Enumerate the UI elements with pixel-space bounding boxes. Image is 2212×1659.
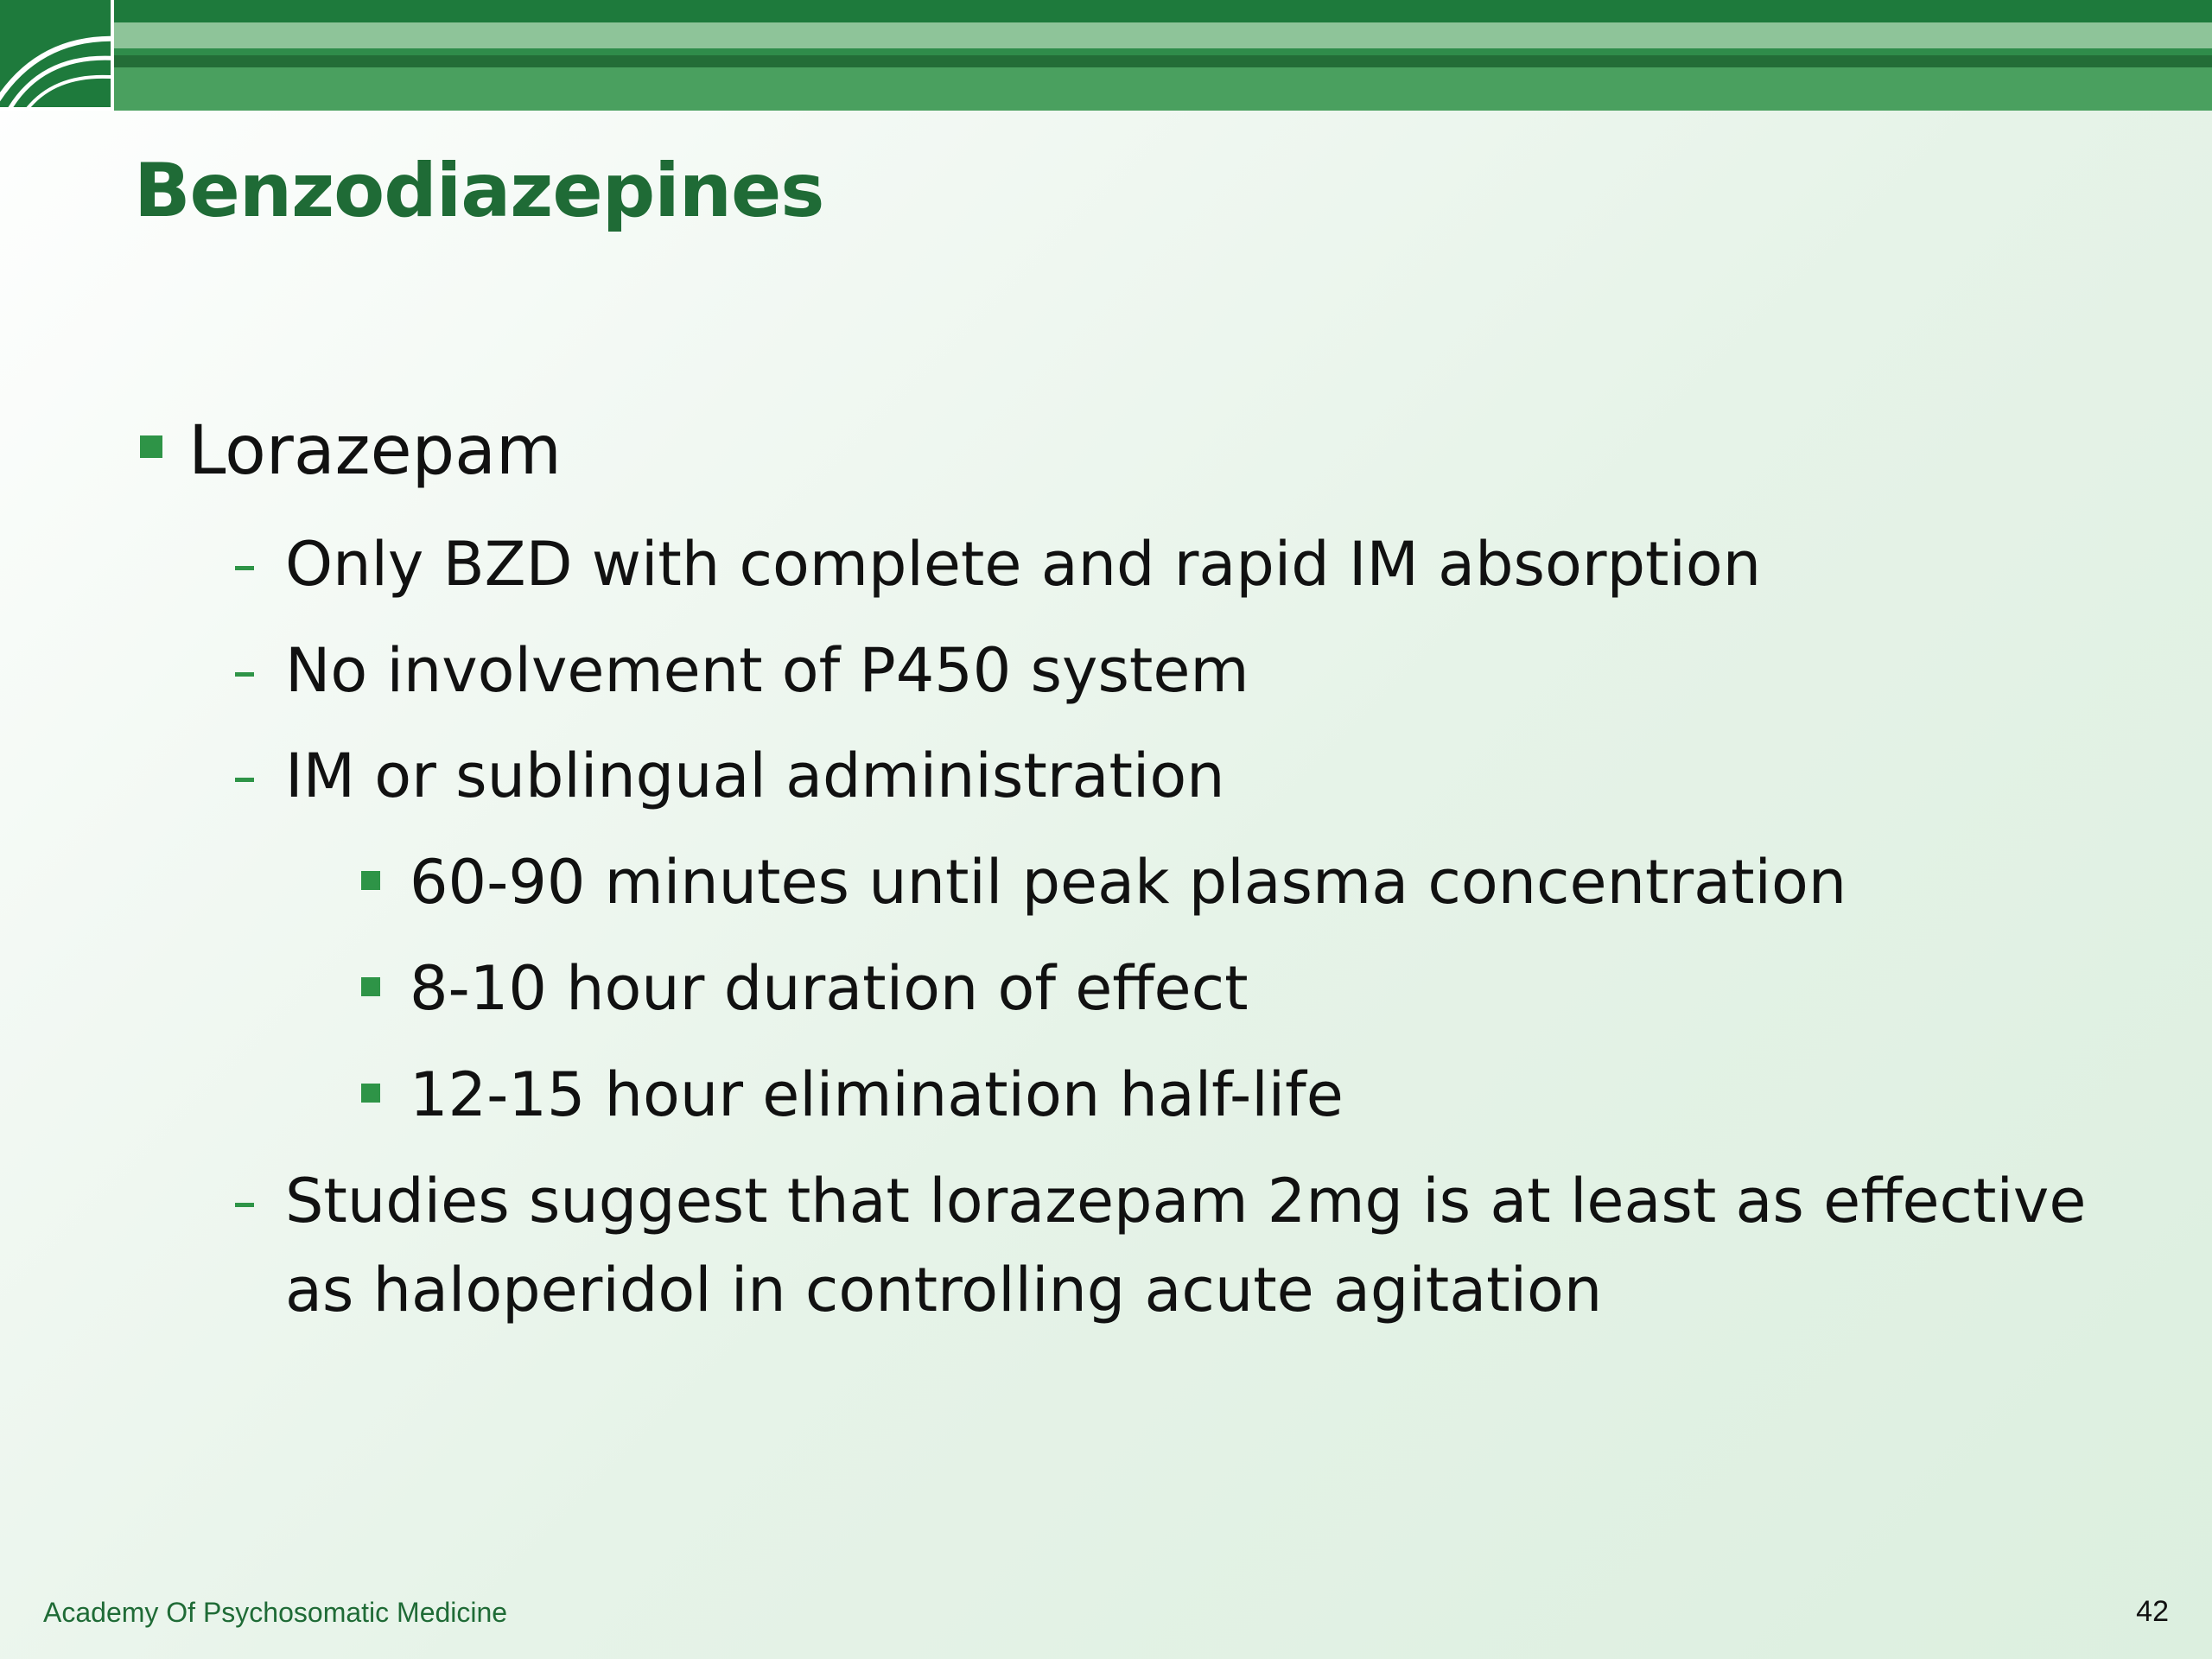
bullet-square-icon — [140, 435, 162, 458]
dash-icon — [235, 566, 254, 570]
sub-bullet-p450: No involvement of P450 system — [285, 635, 1249, 706]
sub-bullet-studies-line2: as haloperidol in controlling acute agitation — [285, 1255, 1603, 1325]
sub-bullet-absorption: Only BZD with complete and rapid IM absorption — [285, 529, 1762, 600]
sub-bullet-studies-line1: Studies suggest that lorazepam 2mg is at least as effective — [285, 1166, 2087, 1236]
bullet-square-icon — [361, 871, 380, 890]
bullet-square-icon — [361, 977, 380, 996]
page-number: 42 — [2136, 1595, 2169, 1628]
sub-sub-bullet-peak: 60-90 minutes until peak plasma concentration — [410, 847, 1847, 918]
sub-sub-bullet-duration: 8-10 hour duration of effect — [410, 953, 1249, 1024]
bullet-square-icon — [361, 1084, 380, 1103]
footer-organization: Academy Of Psychosomatic Medicine — [43, 1597, 508, 1628]
slide-title: Benzodiazepines — [134, 148, 824, 234]
dash-icon — [235, 1203, 254, 1207]
bullet-lorazepam: Lorazepam — [188, 412, 562, 490]
sub-sub-bullet-half-life: 12-15 hour elimination half-life — [410, 1059, 1344, 1130]
dash-icon — [235, 778, 254, 782]
sub-bullet-administration: IM or sublingual administration — [285, 741, 1225, 811]
dash-icon — [235, 672, 254, 677]
